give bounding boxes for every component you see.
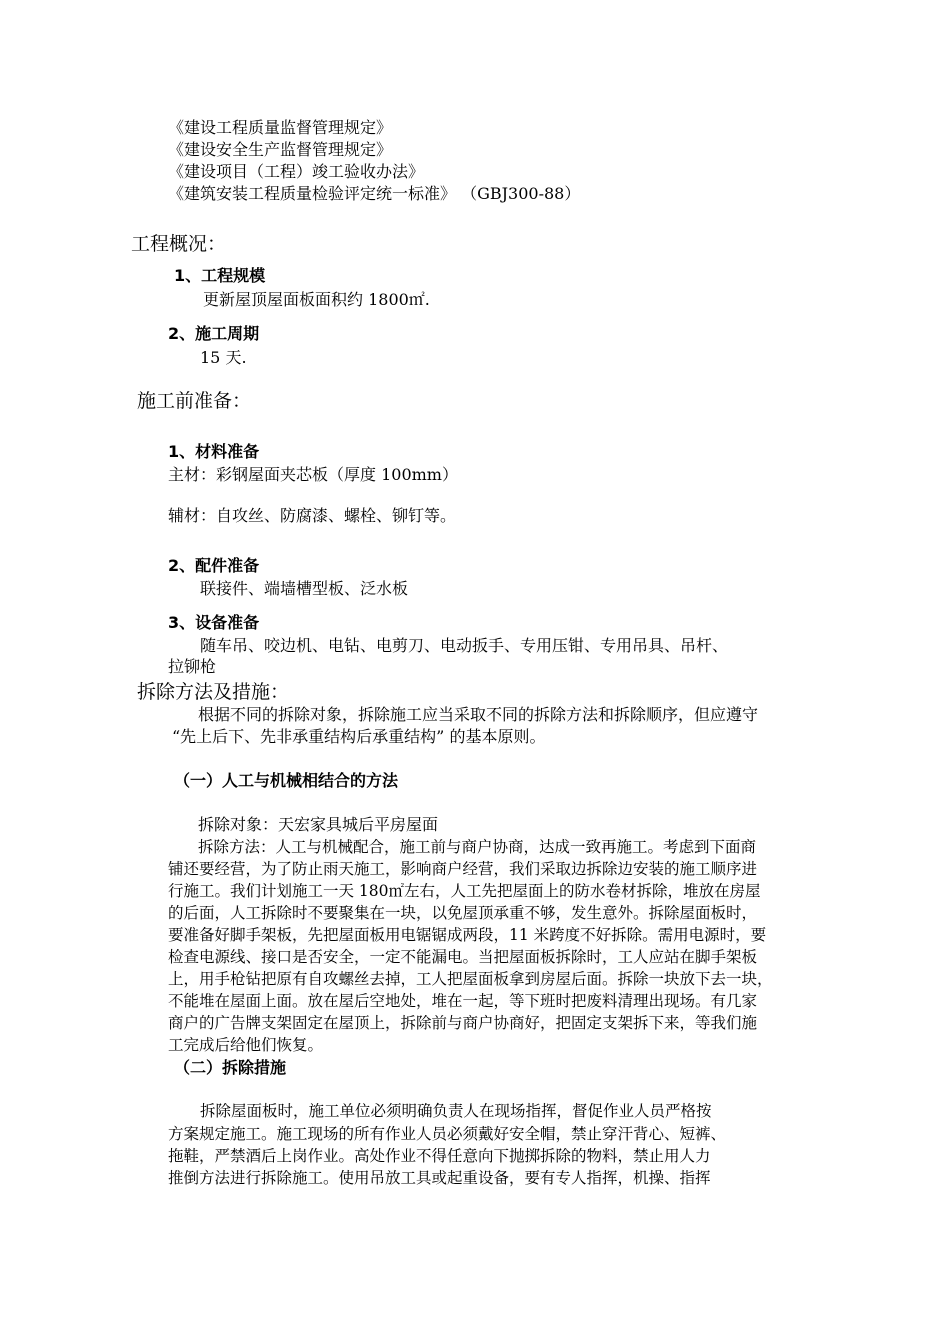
parts-text: 联接件、端墙槽型板、泛水板 (200, 579, 409, 598)
period-text: 15 天. (200, 348, 247, 367)
section1-line: 的后面，人工拆除时不要聚集在一块，以免屋顶承重不够，发生意外。拆除屋面板时， (168, 904, 758, 922)
section1-line: 铺还要经营，为了防止雨天施工，影响商户经营，我们采取边拆除边安装的施工顺序进 (168, 860, 758, 878)
equipment-title: 3、设备准备 (168, 613, 260, 632)
reference-2: 《建设安全生产监督管理规定》 (168, 140, 393, 159)
prep-heading: 施工前准备： (137, 390, 252, 412)
section2-title: （二）拆除措施 (174, 1058, 287, 1077)
section2-line: 推倒方法进行拆除施工。使用吊放工具或起重设备，要有专人指挥，机操、指挥 (168, 1169, 711, 1187)
section1-line: 拆除方法：人工与机械配合，施工前与商户协商，达成一致再施工。考虑到下面商 (198, 838, 757, 856)
equipment-line-1: 随车吊、咬边机、电钻、电剪刀、电动扳手、专用压钳、专用吊具、吊杆、 (200, 636, 729, 655)
scale-text: 更新屋顶屋面板面积约 1800㎡. (203, 290, 430, 309)
section1-line: 上，用手枪钻把原有自攻螺丝去掉，工人把屋面板拿到房屋后面。拆除一块放下去一块， (168, 970, 773, 988)
materials-title: 1、材料准备 (168, 442, 260, 461)
section2-line: 拖鞋，严禁酒后上岗作业。高处作业不得任意向下抛掷拆除的物料，禁止用人力 (168, 1147, 711, 1165)
scale-title: 1、工程规模 (174, 266, 266, 285)
methods-intro-line-2: “先上后下、先非承重结构后承重结构” 的基本原则。 (172, 727, 546, 746)
methods-heading: 拆除方法及措施： (137, 681, 290, 703)
section1-line: 要准备好脚手架板，先把屋面板用电锯锯成两段，11 米跨度不好拆除。需用电源时，要 (168, 926, 767, 944)
methods-intro-line-1: 根据不同的拆除对象，拆除施工应当采取不同的拆除方法和拆除顺序，但应遵守 (198, 705, 759, 724)
section1-line: 检查电源线、接口是否安全，一定不能漏电。当把屋面板拆除时，工人应站在脚手架板 (168, 948, 758, 966)
section2-line: 方案规定施工。施工现场的所有作业人员必须戴好安全帽，禁止穿汗背心、短裤、 (168, 1125, 727, 1143)
reference-4: 《建筑安装工程质量检验评定统一标准》 （GBJ300-88） (168, 184, 581, 203)
section1-line: 工完成后给他们恢复。 (168, 1036, 324, 1054)
section1-title: （一）人工与机械相结合的方法 (174, 771, 399, 790)
reference-3: 《建设项目（工程）竣工验收办法》 (168, 162, 425, 181)
overview-heading: 工程概况： (131, 233, 227, 255)
period-title: 2、施工周期 (168, 324, 260, 343)
equipment-line-2: 拉铆枪 (168, 657, 217, 676)
materials-aux: 辅材：自攻丝、防腐漆、螺栓、铆钉等。 (168, 506, 457, 525)
materials-main: 主材：彩钢屋面夹芯板（厚度 100mm） (168, 465, 458, 484)
section1-object: 拆除对象：天宏家具城后平房屋面 (198, 815, 439, 834)
section2-line: 拆除屋面板时，施工单位必须明确负责人在现场指挥，督促作业人员严格按 (200, 1102, 712, 1120)
reference-1: 《建设工程质量监督管理规定》 (168, 118, 393, 137)
parts-title: 2、配件准备 (168, 556, 260, 575)
section1-line: 行施工。我们计划施工一天 180㎡左右，人工先把屋面上的防水卷材拆除，堆放在房屋 (168, 882, 761, 900)
section1-line: 不能堆在屋面上面。放在屋后空地处，堆在一起，等下班时把废料清理出现场。有几家 (168, 992, 758, 1010)
section1-line: 商户的广告牌支架固定在屋顶上，拆除前与商户协商好，把固定支架拆下来，等我们施 (168, 1014, 758, 1032)
